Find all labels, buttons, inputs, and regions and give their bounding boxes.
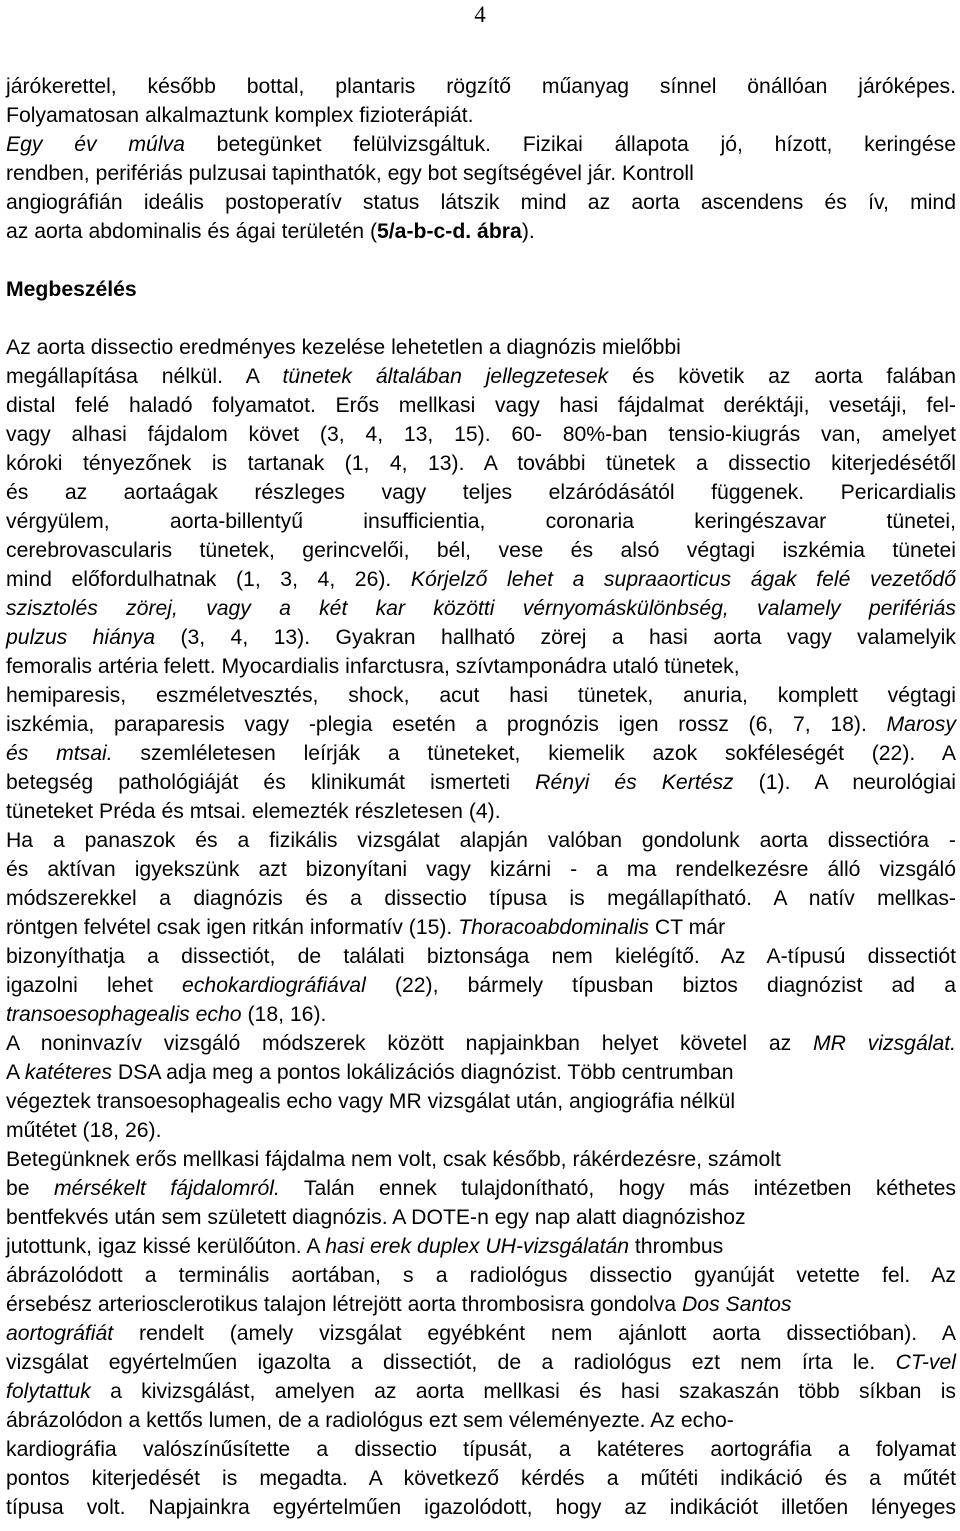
italic-text: katéteres — [24, 1061, 113, 1084]
text-run: kóroki tényezőnek is tartanak (1, 4, 13). A további tünetek a dissectio kiterjedésétől — [6, 452, 956, 475]
text-line — [6, 1116, 956, 1145]
page-number: 4 — [474, 2, 486, 27]
text-line — [6, 942, 956, 971]
text-line — [6, 1058, 956, 1087]
text-line — [6, 681, 956, 710]
text-line — [6, 536, 956, 565]
italic-text: Thoracoabdominalis — [458, 916, 650, 939]
text-line — [6, 1435, 956, 1464]
text-line — [6, 1203, 956, 1232]
italic-text: CT-vel — [895, 1351, 956, 1374]
text-line — [6, 1406, 956, 1435]
text-line — [6, 623, 956, 652]
text-line — [6, 652, 956, 681]
italic-text: hasi erek duplex UH-vizsgálatán — [325, 1235, 630, 1258]
text-line — [6, 449, 956, 478]
text-run: CT már — [649, 916, 726, 939]
text-run: cerebrovascularis tünetek, gerincvelői, bél, vese és alsó végtagi iszkémia tünetei — [6, 539, 956, 562]
text-run: a kivizsgálást, amelyen az aorta mellkasi és hasi szakaszán több síkban is — [90, 1380, 956, 1403]
text-run: járókerettel, később bottal, plantaris rögzítő műanyag sínnel önállóan járóképes. — [6, 75, 956, 98]
spacer — [6, 246, 956, 275]
text-run: rendben, perifériás pulzusai tapinthatók, egy bot segítségével jár. Kontroll — [6, 162, 694, 185]
text-line — [6, 333, 956, 362]
italic-text: szisztolés zörej, vagy a két kar közötti vérnyomáskülönbség, valamely perifériás — [6, 597, 956, 620]
text-run: be — [6, 1177, 55, 1200]
text-run: vérgyülem, aorta-billentyű insufficientia, coronaria keringészavar tünetei, — [6, 510, 956, 533]
text-line — [6, 1290, 956, 1319]
text-run: röntgen felvétel csak igen ritkán informatív (15). — [6, 916, 459, 939]
italic-text: tünetek általában jellegzetesek — [282, 365, 609, 388]
text-run: tüneteket Préda és mtsai. elemezték részletesen (4). — [6, 800, 501, 823]
text-line — [6, 913, 956, 942]
text-run: (1). A neurológiai — [733, 771, 956, 794]
text-run: módszerekkel a diagnózis és a dissectio típusa is megállapítható. A natív mellkas- — [6, 887, 956, 910]
text-run: érsebész arteriosclerotikus talajon létrejött aorta thrombosisra gondolva — [6, 1293, 682, 1316]
text-run: mind előfordulhatnak (1, 3, 4, 26). — [6, 568, 411, 591]
text-run: vizsgálat egyértelműen igazolta a dissectiót, de a radiológus ezt nem írta le. — [6, 1351, 896, 1374]
body-text — [6, 72, 956, 1522]
text-run: betegünket felülvizsgáltuk. Fizikai állapota jó, hízott, keringése — [184, 133, 956, 156]
text-line — [6, 594, 956, 623]
text-line — [6, 362, 956, 391]
text-run: Az aorta dissectio eredményes kezelése lehetetlen a diagnózis mielőbbi — [6, 336, 681, 359]
text-run: distal felé haladó folyamatot. Erős mellkasi vagy hasi fájdalmat deréktáji, vesetáji, fel- — [6, 394, 956, 417]
text-run: rendelt (amely vizsgálat egyébként nem ajánlott aorta dissectióban). A — [113, 1322, 956, 1345]
italic-text: folytattuk — [6, 1380, 91, 1403]
text-run: Ha a panaszok és a fizikális vizsgálat alapján valóban gondolunk aorta dissectióra - — [6, 829, 956, 852]
text-run: vagy alhasi fájdalom követ (3, 4, 13, 15). 60- 80%-ban tensio-kiugrás van, amelyet — [6, 423, 956, 446]
italic-text: aortográfiát — [6, 1322, 114, 1345]
italic-text: Dos Santos — [681, 1293, 792, 1316]
discussion-paragraphs — [6, 333, 956, 1522]
text-run: Folyamatosan alkalmaztunk komplex fizioterápiát. — [6, 104, 474, 127]
text-run: ábrázolódott a terminális aortában, s a radiológus dissectio gyanúját vetette fel. Az — [6, 1264, 956, 1287]
text-line — [6, 1000, 956, 1029]
text-line — [6, 739, 956, 768]
text-line — [6, 101, 956, 130]
text-run: jutottunk, igaz kissé kerülőúton. A — [6, 1235, 326, 1258]
text-run: Talán ennek tulajdonítható, hogy más intézetben kéthetes — [279, 1177, 956, 1200]
text-line — [6, 1348, 956, 1377]
italic-text: transoesophagealis echo — [6, 1003, 242, 1026]
text-line — [6, 1174, 956, 1203]
text-line — [6, 391, 956, 420]
text-line — [6, 1464, 956, 1493]
text-run: Betegünknek erős mellkasi fájdalma nem volt, csak később, rákérdezésre, számolt — [6, 1148, 781, 1171]
text-run: ábrázolódon a kettős lumen, de a radiológus ezt sem véleményezte. Az echo- — [6, 1409, 734, 1432]
text-run: thrombus — [629, 1235, 724, 1258]
spacer — [6, 304, 956, 333]
text-line — [6, 1145, 956, 1174]
text-line — [6, 507, 956, 536]
text-line — [6, 1377, 956, 1406]
italic-text: mérsékelt fájdalomról. — [54, 1177, 280, 1200]
text-line — [6, 1029, 956, 1058]
text-run: pontos kiterjedését is megadta. A következő kérdés a műtéti indikáció és a műtét — [6, 1467, 956, 1490]
italic-text: echokardiográfiával — [182, 974, 366, 997]
text-run: bizonyíthatja a dissectiót, de találati biztonsága nem kielégítő. Az A-típusú dissectiót — [6, 945, 956, 968]
text-run: az aorta abdominalis és ágai területén ( — [6, 220, 377, 243]
text-line — [6, 188, 956, 217]
text-line — [6, 478, 956, 507]
text-line — [6, 971, 956, 1000]
text-line — [6, 1493, 956, 1522]
text-line — [6, 826, 956, 855]
italic-text: Egy év múlva — [6, 133, 185, 156]
text-run: típusa volt. Napjainkra egyértelműen igazolódott, hogy az indikációt illetően lényeges — [6, 1496, 956, 1519]
text-line — [6, 72, 956, 101]
text-line — [6, 768, 956, 797]
text-run: betegség pathológiáját és klinikumát ismerteti — [6, 771, 536, 794]
text-run: (18, 16). — [241, 1003, 327, 1026]
text-run: hemiparesis, eszméletvesztés, shock, acut hasi tünetek, anuria, komplett végtagi — [6, 684, 956, 707]
italic-text: Marosy — [886, 713, 956, 736]
text-run: DSA adja meg a pontos lokálizációs diagnózist. Több centrumban — [112, 1061, 734, 1084]
bold-text: 5/a-b-c-d. ábra — [377, 220, 522, 243]
text-line — [6, 797, 956, 826]
text-run: (22), bármely típusban biztos diagnózist ad a — [365, 974, 956, 997]
text-line — [6, 1232, 956, 1261]
text-run: és aktívan igyekszünk azt bizonyítani vagy kizárni - a ma rendelkezésre álló vizsgáló — [6, 858, 956, 881]
text-run: igazolni lehet — [6, 974, 183, 997]
text-run: iszkémia, paraparesis vagy -plegia esetén a prognózis igen rossz (6, 7, 18). — [6, 713, 887, 736]
text-line — [6, 855, 956, 884]
italic-text: Rényi és Kertész — [535, 771, 734, 794]
text-line — [6, 1261, 956, 1290]
text-line — [6, 710, 956, 739]
text-line — [6, 565, 956, 594]
italic-text: pulzus hiánya — [6, 626, 156, 649]
text-line — [6, 420, 956, 449]
text-run: angiográfián ideális postoperatív status látszik mind az aorta ascendens és ív, mind — [6, 191, 956, 214]
text-line — [6, 1319, 956, 1348]
italic-text: MR vizsgálat. — [812, 1032, 956, 1055]
text-run: ). — [521, 220, 535, 243]
text-run: szemléletesen leírják a tüneteket, kiemelik azok sokféleségét (22). A — [112, 742, 956, 765]
italic-text: Kórjelző lehet a supraaorticus ágak felé vezetődő — [410, 568, 956, 591]
text-run: műtétet (18, 26). — [6, 1119, 162, 1142]
text-line — [6, 217, 956, 246]
italic-text: és mtsai. — [6, 742, 113, 765]
text-run: A — [6, 1061, 25, 1084]
text-run: femoralis artéria felett. Myocardialis infarctusra, szívtamponádra utaló tünetek, — [6, 655, 740, 678]
text-run: végeztek transoesophagealis echo vagy MR vizsgálat után, angiográfia nélkül — [6, 1090, 736, 1113]
text-run: A noninvazív vizsgáló módszerek között napjainkban helyet követel az — [6, 1032, 813, 1055]
text-run: bentfekvés után sem született diagnózis. A DOTE-n egy nap alatt diagnózishoz — [6, 1206, 746, 1229]
text-run: és az aortaágak részleges vagy teljes elzáródásától függenek. Pericardialis — [6, 481, 956, 504]
section-heading: Megbeszélés — [6, 278, 137, 301]
text-run: megállapítása nélkül. A — [6, 365, 283, 388]
text-line — [6, 1087, 956, 1116]
text-line — [6, 130, 956, 159]
text-run: kardiográfia valószínűsítette a dissectio típusát, a katéteres aortográfia a folyamat — [6, 1438, 956, 1461]
text-line — [6, 884, 956, 913]
text-run: (3, 4, 13). Gyakran hallható zörej a hasi aorta vagy valamelyik — [155, 626, 956, 649]
text-line — [6, 159, 956, 188]
case-followup-paragraph — [6, 72, 956, 246]
text-run: és követik az aorta falában — [608, 365, 956, 388]
